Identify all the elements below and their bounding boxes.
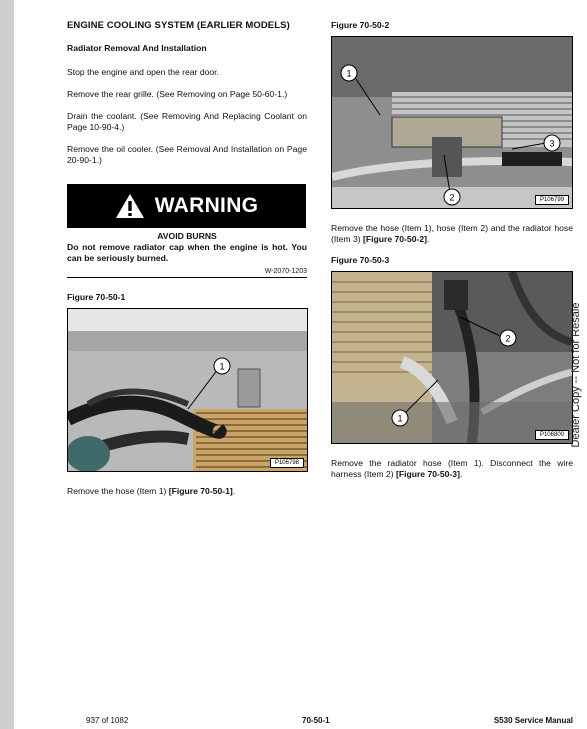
photo-code: P106798 — [270, 458, 304, 468]
subsection-title: Radiator Removal And Installation — [67, 43, 207, 53]
figure-2-label: Figure 70-50-2 — [331, 20, 390, 30]
figure-1-label: Figure 70-50-1 — [67, 292, 126, 302]
step-paragraph: Drain the coolant. (See Removing And Replacing Coolant on Page 10-90-4.) — [67, 111, 307, 132]
figure-3-caption — [331, 458, 573, 480]
step-paragraph: Remove the rear grille. (See Removing on Page 50-60-1.) — [67, 89, 288, 99]
warning-triangle-icon — [115, 193, 145, 219]
warning-code: W-2070-1203 — [67, 268, 307, 278]
callout-label: 3 — [549, 138, 555, 149]
figure-2-caption — [331, 223, 573, 245]
callout-label: 2 — [505, 333, 511, 344]
callout-label: 2 — [449, 192, 455, 203]
watermark-text: Dealer Copy -- Not for Resale — [570, 302, 582, 448]
callout-label: 1 — [397, 413, 403, 424]
callout-label: 1 — [346, 68, 352, 79]
step-paragraph: Remove the oil cooler. (See Removal And Installation on Page 20-90-1.) — [67, 144, 307, 165]
photo-code: P106800 — [535, 430, 569, 440]
footer-manual-title: S530 Service Manual — [493, 716, 573, 725]
footer-page-count: 937 of 1082 — [86, 716, 129, 725]
figure-reference: [Figure 70-50-3] — [395, 469, 460, 479]
side-watermark — [569, 275, 583, 475]
caption-text: Remove the hose (Item 1) — [67, 486, 169, 496]
scan-binding-edge — [0, 0, 14, 729]
caption-text: Remove the radiator hose (Item 1). Disconnect the wire harness (Item 2) — [331, 458, 573, 479]
figure-1-caption — [67, 486, 307, 497]
warning-banner — [67, 184, 306, 228]
photo-code: P106799 — [535, 195, 569, 205]
left-column — [67, 20, 307, 508]
caption-end: . — [459, 469, 463, 479]
section-title: ENGINE COOLING SYSTEM (EARLIER MODELS) — [67, 20, 290, 31]
figure-reference: [Figure 70-50-1] — [168, 486, 233, 496]
figure-3-photo — [331, 271, 573, 444]
right-column — [331, 20, 573, 491]
callout-label: 1 — [219, 361, 225, 372]
warning-heading: AVOID BURNS — [157, 231, 217, 241]
caption-end: . — [232, 486, 236, 496]
figure-3-label: Figure 70-50-3 — [331, 255, 390, 265]
caption-text: Remove the hose (Item 1), hose (Item 2) and the radiator hose (Item 3) — [331, 223, 573, 244]
warning-body: Do not remove radiator cap when the engine is hot. You can be seriously burned. — [67, 242, 307, 263]
caption-end: . — [427, 234, 430, 244]
warning-word: WARNING — [154, 194, 259, 217]
footer-page-number: 70-50-1 — [302, 716, 330, 725]
step-paragraph: Stop the engine and open the rear door. — [67, 67, 219, 77]
figure-2-photo — [331, 36, 573, 209]
figure-reference: [Figure 70-50-2] — [363, 234, 427, 244]
figure-1-photo — [67, 308, 308, 472]
